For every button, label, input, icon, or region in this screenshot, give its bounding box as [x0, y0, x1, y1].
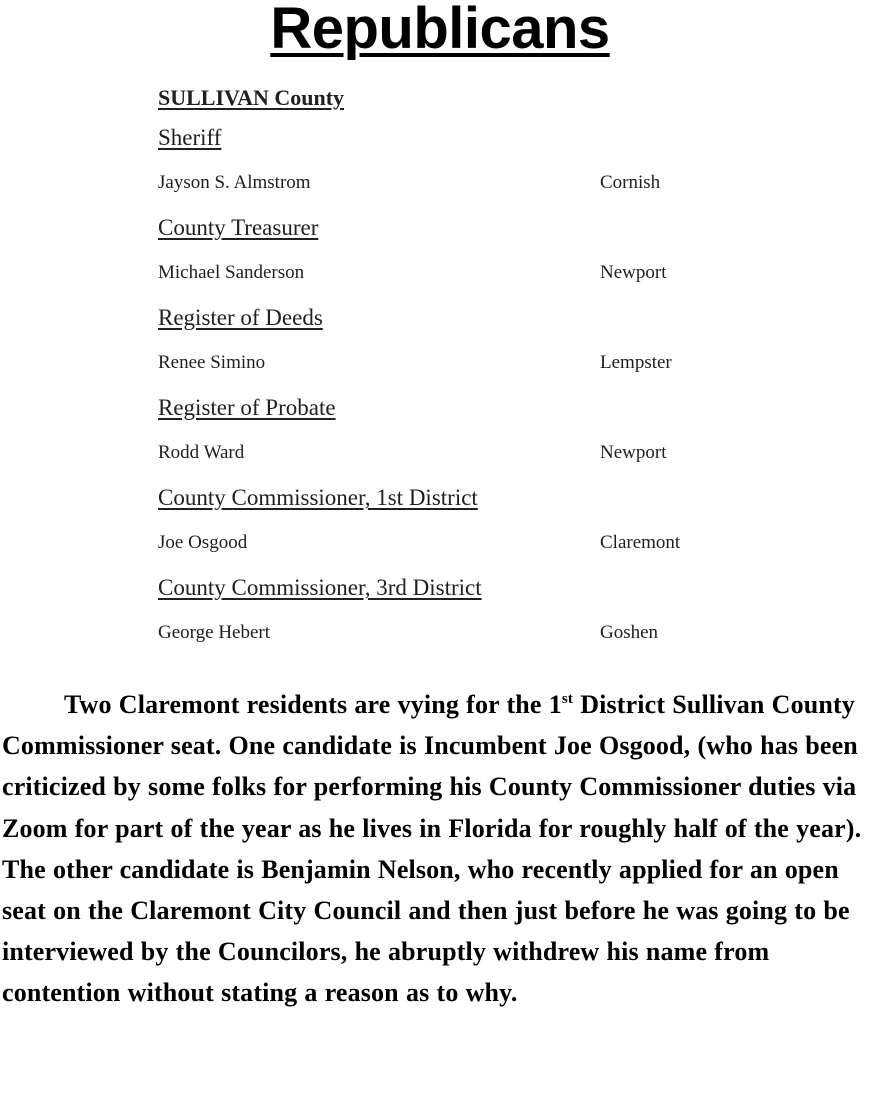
candidate-town: Lempster: [600, 352, 672, 373]
article-paragraph: [2, 684, 880, 1014]
candidate-row: [158, 250, 778, 296]
office-heading-sheriff: Sheriff: [158, 125, 222, 150]
candidate-row: [158, 520, 778, 566]
candidate-town: Claremont: [600, 532, 681, 553]
candidate-name: Michael Sanderson: [158, 262, 305, 283]
office-heading-commissioner-3rd-district: County Commissioner, 3rd District: [158, 575, 482, 600]
candidate-name: George Hebert: [158, 622, 271, 643]
candidate-name: Jayson S. Almstrom: [158, 172, 311, 193]
candidate-row: [158, 430, 778, 476]
article-body: District Sullivan County Commissioner seat. One candidate is Incumbent Joe Osgood, (who has been criticized by some folks for performing his County Commissioner duties via Zoom for part of the year as he lives in Florida for roughly half of the year). The other candidate is Benjamin Nelson, who recently applied for an open seat on the Claremont City Council and then just before he was going to be interviewed by the Councilors, he abruptly withdrew his name from contention without stating a reason as to why.: [2, 690, 862, 1008]
candidate-row: [158, 340, 778, 386]
candidate-name: Rodd Ward: [158, 442, 245, 463]
candidate-town: Cornish: [600, 172, 661, 193]
office-heading-county-treasurer: County Treasurer: [158, 215, 319, 240]
candidate-row: [158, 160, 778, 206]
candidate-name: Joe Osgood: [158, 532, 248, 553]
ordinal-suffix: st: [561, 691, 574, 707]
page-title: Republicans: [270, 0, 610, 61]
candidate-town: Goshen: [600, 622, 659, 643]
candidate-row: [158, 610, 778, 656]
candidate-name: Renee Simino: [158, 352, 266, 373]
county-heading: SULLIVAN County: [158, 85, 345, 110]
office-heading-commissioner-1st-district: County Commissioner, 1st District: [158, 485, 478, 510]
candidate-town: Newport: [600, 262, 667, 283]
candidate-roster: [158, 80, 778, 656]
office-heading-register-of-probate: Register of Probate: [158, 395, 336, 420]
candidate-town: Newport: [600, 442, 667, 463]
office-heading-register-of-deeds: Register of Deeds: [158, 305, 323, 330]
article-lead: Two Claremont residents are vying for the 1: [64, 690, 562, 719]
